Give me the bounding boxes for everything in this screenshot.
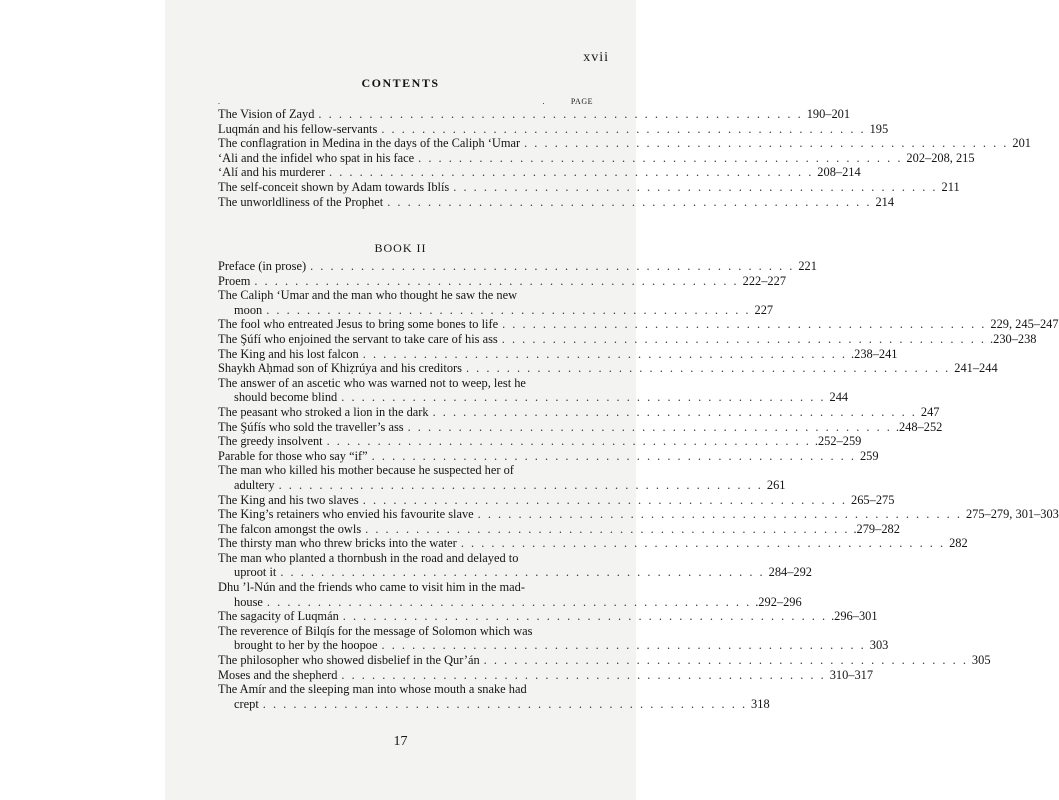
toc-entry bbox=[218, 507, 1059, 522]
entry-title: The greedy insolvent bbox=[218, 434, 323, 449]
entry-page-ref: 275–279, 301–303 bbox=[965, 507, 1059, 522]
entry-title: The fool who entreated Jesus to bring some bones to life bbox=[218, 317, 499, 332]
toc-entry bbox=[218, 150, 975, 166]
entry-page-ref: 284–292 bbox=[768, 565, 812, 580]
entry-page-ref: 201 bbox=[1012, 136, 1031, 151]
entry-page-ref: 244 bbox=[829, 390, 849, 405]
toc-section-1 bbox=[218, 107, 1031, 209]
entry-title: Moses and the shepherd bbox=[218, 667, 338, 682]
dot-leader: . . . . . . . . . . . . . . . . . . . . . . . . . . . . . . . . . . . . . . . . . . . . . . . . bbox=[362, 346, 848, 361]
toc-entry bbox=[218, 288, 774, 317]
page-column-label: PAGE bbox=[570, 97, 593, 106]
entry-page-ref: .292–296 bbox=[755, 594, 802, 609]
entry-title: The King’s retainers who envied his favourite slave bbox=[218, 507, 474, 522]
dot-leader: . . . . . . . . . . . . . . . . . . . . . . . . . . . . . . . . . . . . . . . . . . . . . . . . bbox=[465, 361, 951, 376]
entry-page-ref: 305 bbox=[971, 653, 991, 668]
entry-title: The man who killed his mother because he suspected her of bbox=[218, 463, 514, 478]
entry-title: Luqmán and his fellow-servants bbox=[218, 121, 378, 136]
entry-page-ref: .248–252 bbox=[895, 419, 943, 434]
dot-leader: . . . . . . . . . . . . . . . . . . . . . . . . . . . . . . . . . . . . . . . . . . . . . . . . bbox=[483, 653, 968, 668]
toc-entry bbox=[218, 317, 1059, 332]
toc-entry bbox=[218, 609, 878, 624]
dot-leader: . . . . . . . . . . . . . . . . . . . . . . . . . . . . . . . . . . . . . . . . . . . . . . . . bbox=[501, 331, 987, 346]
toc-entry bbox=[218, 273, 787, 289]
dot-leader: . . . . . . . . . . . . . . . . . . . . . . . . . . . . . . . . . . . . . . . . . . . . . . . . bbox=[280, 565, 765, 580]
entry-title-continuation: uproot it bbox=[234, 565, 277, 580]
dot-leader: . . . . . . . . . . . . . . . . . . . . . . . . . . . . . . . . . . . . . . . . . . . . . . . . bbox=[387, 194, 872, 209]
entry-title: The reverence of Bilqís for the message of Solomon which was bbox=[218, 623, 533, 638]
entry-title: The Amír and the sleeping man into whose mouth a snake had bbox=[218, 682, 527, 697]
dot-leader: . . . . . . . . . . . . . . . . . . . . . . . . . . . . . . . . . . . . . . . . . . . . . . . . bbox=[453, 179, 938, 194]
entry-page-ref: .252–259 bbox=[814, 434, 862, 449]
entry-page-ref: 310–317 bbox=[829, 667, 874, 682]
toc-entry bbox=[218, 682, 770, 711]
entry-page-ref: 259 bbox=[859, 448, 879, 463]
entry-title: Dhu ’l-Nún and the friends who came to visit him in the mad- bbox=[218, 580, 525, 595]
entry-title: The Şúfí who enjoined the servant to take care of his ass bbox=[218, 331, 498, 346]
dot-leader: . . . . . . . . . . . . . . . . . . . . . . . . . . . . . . . . . . . . . . . . . . . . . . . . bbox=[502, 317, 987, 332]
toc-entry bbox=[218, 492, 895, 508]
entry-page-ref: 227 bbox=[754, 302, 774, 317]
toc-entry bbox=[218, 550, 812, 580]
dot-leader: . . . . . . . . . . . . . . . . . . . . . . . . . . . . . . . . . . . . . . . . . . . . . . . . bbox=[381, 121, 866, 136]
dot-leader: . . . . . . . . . . . . . . . . . . . . . . . . . . . . . . . . . . . . . . . . . . . . . . . . bbox=[266, 594, 752, 609]
entry-title: The sagacity of Luqmán bbox=[218, 609, 339, 624]
entry-page-ref: .230–238 bbox=[990, 331, 1037, 346]
entry-page-ref: 190–201 bbox=[806, 107, 851, 121]
entry-title: Preface (in prose) bbox=[218, 259, 307, 273]
entry-title: ‘Alí and his murderer bbox=[218, 165, 326, 180]
toc-entry bbox=[218, 463, 786, 492]
entry-title-continuation: adultery bbox=[234, 477, 275, 492]
dot-leader: . . . . . . . . . . . . . . . . . . . . . . . . . . . . . . . . . . . . . . . . . . . . . . . . bbox=[266, 302, 751, 317]
contents-heading: CONTENTS bbox=[361, 76, 440, 90]
toc-entry bbox=[218, 404, 940, 420]
entry-title: The peasant who stroked a lion in the dark bbox=[218, 404, 429, 419]
toc-entry bbox=[218, 165, 861, 180]
dot-leader: . . . . . . . . . . . . . . . . . . . . . . . . . . . . . . . . . . . . . . . . . . . . . . . . bbox=[254, 273, 739, 288]
entry-page-ref: .279–282 bbox=[853, 521, 900, 536]
dot-leader: . . . . . . . . . . . . . . . . . . . . . . . . . . . . . . . . . . . . . . . . . . . . . . . . bbox=[341, 390, 826, 405]
entry-title: The Vision of Zayd bbox=[218, 107, 315, 121]
entry-title: The falcon amongst the owls bbox=[218, 521, 362, 536]
entry-title: Shaykh Aḥmad son of Khiẓrúya and his creditors bbox=[218, 361, 462, 376]
entry-title-continuation: crept bbox=[234, 696, 259, 711]
entry-page-ref: 247 bbox=[920, 404, 940, 419]
entry-page-ref: 241–244 bbox=[954, 361, 998, 376]
dot-leader: . . . . . . . . . . . . . . . . . . . . . . . . . . . . . . . . . . . . . . . . . . . . . . . . bbox=[310, 259, 795, 273]
entry-title-continuation: should become blind bbox=[234, 390, 338, 405]
toc-entry bbox=[218, 136, 1031, 151]
toc-entry bbox=[218, 667, 874, 683]
dot-leader: . . . . . . . . . . . . . . . . . . . . . . . . . . . . . . . . . . . . . . . . . . . . . . . . bbox=[318, 107, 803, 121]
dot-leader: . . . . . . . . . . . . . . . . . . . . . . . . . . . . . . . . . . . . . . . . . . . . . . . . bbox=[477, 507, 962, 522]
entry-title: The King and his lost falcon bbox=[218, 346, 359, 361]
toc-entry bbox=[218, 536, 968, 551]
dot-leader: . . . . . . . . . . . . . . . . . . . . . . . . . . . . . . . . . . . . . . . . . . . . . . . . bbox=[432, 404, 917, 419]
entry-title: The answer of an ascetic who was warned not to weep, lest he bbox=[218, 375, 526, 390]
toc-entry bbox=[218, 121, 889, 137]
toc-book-2 bbox=[218, 259, 1059, 711]
entry-title: Parable for those who say “if” bbox=[218, 448, 368, 463]
dot-leader: . . . . . . . . . . . . . . . . . . . . . . . . . . . . . . . . . . . . . . . . . . . . . . . . bbox=[381, 638, 866, 653]
entry-title: The philosopher who showed disbelief in the Qur’án bbox=[218, 653, 480, 668]
entry-page-ref: 303 bbox=[869, 638, 889, 653]
toc-entry bbox=[218, 623, 889, 653]
entry-title: The self-conceit shown by Adam towards Iblís bbox=[218, 179, 450, 194]
toc-entry bbox=[218, 419, 943, 435]
trailing-mark: . bbox=[542, 97, 545, 106]
entry-page-ref: 261 bbox=[766, 477, 786, 492]
entry-page-ref: .238–241 bbox=[851, 346, 898, 361]
dot-leader: . . . . . . . . . . . . . . . . . . . . . . . . . . . . . . . . . . . . . . . . . . . . . . . . bbox=[407, 419, 892, 434]
roman-page-number: xvii bbox=[583, 50, 609, 65]
entry-page-ref: 282 bbox=[949, 536, 968, 551]
entry-page-ref: 214 bbox=[875, 194, 895, 209]
entry-title: The thirsty man who threw bricks into the water bbox=[218, 536, 457, 551]
dot-leader: . . . . . . . . . . . . . . . . . . . . . . . . . . . . . . . . . . . . . . . . . . . . . . . . bbox=[524, 136, 1009, 151]
toc-entry bbox=[218, 179, 960, 195]
entry-title-continuation: house bbox=[234, 594, 263, 609]
entry-title: The man who planted a thornbush in the road and delayed to bbox=[218, 550, 519, 565]
entry-page-ref: 208–214 bbox=[817, 165, 861, 180]
toc-entry bbox=[218, 580, 802, 609]
entry-title-continuation: moon bbox=[234, 302, 263, 317]
toc-entry bbox=[218, 448, 879, 464]
leading-mark: . bbox=[218, 97, 221, 106]
entry-page-ref: 195 bbox=[869, 121, 889, 136]
dot-leader: . . . . . . . . . . . . . . . . . . . . . . . . . . . . . . . . . . . . . . . . . . . . . . . . bbox=[342, 609, 828, 624]
entry-title: The unworldliness of the Prophet bbox=[218, 194, 384, 209]
entry-page-ref: 211 bbox=[941, 179, 960, 194]
dot-leader: . . . . . . . . . . . . . . . . . . . . . . . . . . . . . . . . . . . . . . . . . . . . . . . . bbox=[460, 536, 946, 551]
entry-page-ref: 229, 245–247 bbox=[990, 317, 1059, 332]
toc-entry bbox=[218, 653, 991, 668]
dot-leader: . . . . . . . . . . . . . . . . . . . . . . . . . . . . . . . . . . . . . . . . . . . . . . . . bbox=[371, 448, 856, 463]
entry-page-ref: 202–208, 215 bbox=[906, 150, 975, 165]
toc-entry bbox=[218, 434, 862, 449]
toc-entry bbox=[218, 375, 849, 405]
entry-title: The Caliph ‘Umar and the man who thought he saw the new bbox=[218, 288, 518, 303]
entry-page-ref: .296–301 bbox=[831, 609, 878, 624]
entry-page-ref: 265–275 bbox=[851, 492, 895, 507]
toc-entry bbox=[218, 361, 998, 376]
toc-entry bbox=[218, 346, 898, 362]
page-number: 17 bbox=[393, 734, 408, 749]
dot-leader: . . . . . . . . . . . . . . . . . . . . . . . . . . . . . . . . . . . . . . . . . . . . . . . . bbox=[365, 521, 850, 536]
dot-leader: . . . . . . . . . . . . . . . . . . . . . . . . . . . . . . . . . . . . . . . . . . . . . . . . bbox=[341, 667, 826, 682]
toc-entry bbox=[218, 194, 895, 210]
toc-entry bbox=[218, 331, 1037, 347]
entry-page-ref: 221 bbox=[798, 259, 817, 273]
entry-title: Proem bbox=[218, 273, 251, 288]
toc-entry bbox=[218, 521, 900, 537]
book-heading: BOOK II bbox=[374, 241, 427, 255]
entry-page-ref: 222–227 bbox=[742, 273, 787, 288]
entry-title: The King and his two slaves bbox=[218, 492, 359, 507]
book-page bbox=[165, 0, 1059, 800]
entry-title: ‘Ali and the infidel who spat in his face bbox=[218, 150, 415, 165]
entry-title: The Şúfís who sold the traveller’s ass bbox=[218, 419, 404, 434]
dot-leader: . . . . . . . . . . . . . . . . . . . . . . . . . . . . . . . . . . . . . . . . . . . . . . . . bbox=[362, 492, 848, 507]
toc-entry bbox=[218, 259, 817, 274]
dot-leader: . . . . . . . . . . . . . . . . . . . . . . . . . . . . . . . . . . . . . . . . . . . . . . . . bbox=[326, 434, 811, 449]
dot-leader: . . . . . . . . . . . . . . . . . . . . . . . . . . . . . . . . . . . . . . . . . . . . . . . . bbox=[329, 165, 814, 180]
dot-leader: . . . . . . . . . . . . . . . . . . . . . . . . . . . . . . . . . . . . . . . . . . . . . . . . bbox=[262, 696, 748, 711]
toc-entry bbox=[218, 107, 851, 122]
dot-leader: . . . . . . . . . . . . . . . . . . . . . . . . . . . . . . . . . . . . . . . . . . . . . . . . bbox=[278, 477, 763, 492]
entry-page-ref: 318 bbox=[751, 696, 770, 711]
entry-title: The conflagration in Medina in the days of the Caliph ‘Umar bbox=[218, 136, 521, 151]
entry-title-continuation: brought to her by the hoopoe bbox=[234, 638, 378, 653]
dot-leader: . . . . . . . . . . . . . . . . . . . . . . . . . . . . . . . . . . . . . . . . . . . . . . . . bbox=[418, 150, 903, 165]
